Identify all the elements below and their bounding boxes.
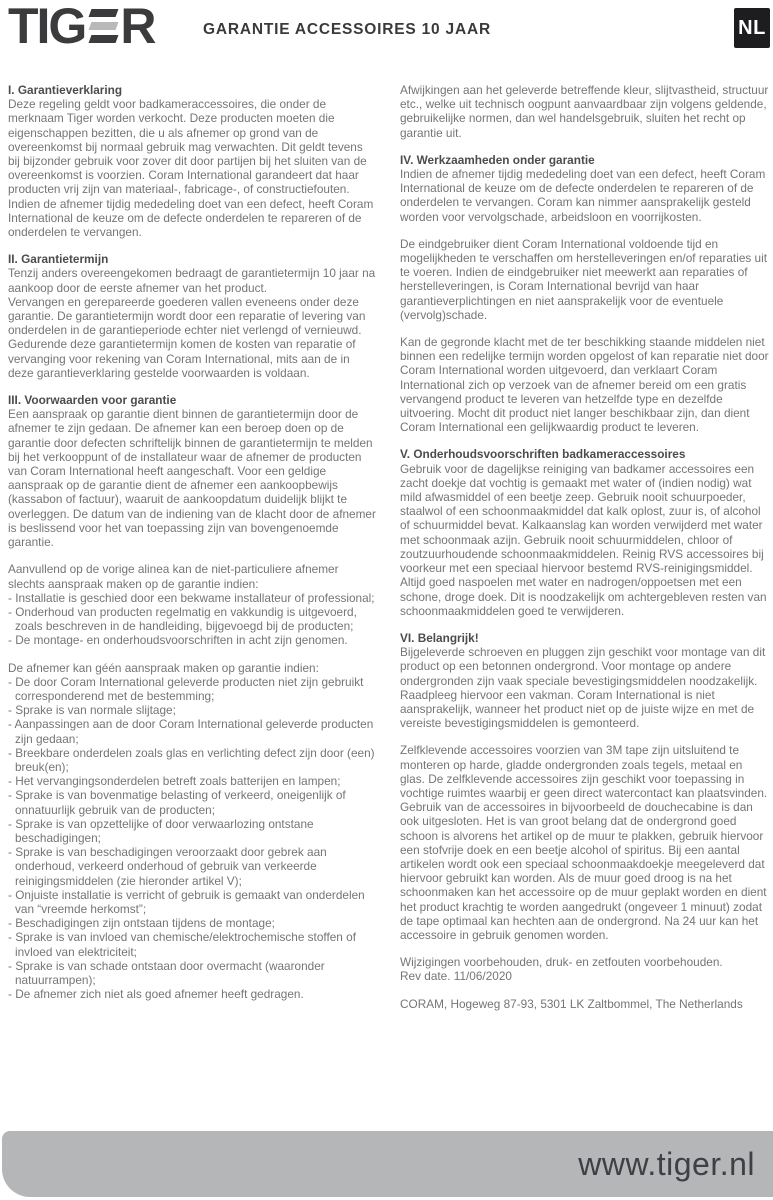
list-item: - Breekbare onderdelen zoals glas en verlichting defect zijn door (een) breuk(en); — [8, 745, 375, 774]
exclusion-intro: De afnemer kan géén aanspraak maken op garantie indien: — [8, 660, 319, 675]
footer-url: www.tiger.nl — [578, 1145, 755, 1182]
list-item: - De afnemer zich niet als goed afnemer heeft gedragen. — [8, 987, 304, 1002]
right-column — [400, 83, 769, 1024]
logo-e-bar-bottom — [89, 35, 119, 43]
exclusion-list — [8, 675, 377, 1002]
section-5-body: Gebruik voor de dagelijkse reiniging van badkamer accessoires een zacht doekje dat vochtig is gemaakt met water of (indien nodig) wat mild afwasmiddel of een beetje zeep. Gebruik nooit schuurpoeder, staalwol of een schoonmaakmiddel dat kalk oplost, zuur is, of alcohol of schuurmiddel bevat. Kalkaanslag kan worden verwijderd met water met schoonmaak azijn. Gebruik nooit schuurmiddelen, chloor of zoutzuurhoudende schoonmaakmiddelen. Reinig RVS accessoires bij voorkeur met een speciaal hiervoor bestemd RVS-reinigingsmiddel. Altijd goed naspoelen met water en nadrogen/oppoetsen met een schone, droge doek. Dit is noodzakelijk om achtergebleven resten van schoonmaakmiddelen goed te verwijderen. — [400, 461, 767, 618]
logo-e-bar-middle — [89, 22, 119, 30]
left-column — [8, 83, 377, 1024]
section-6-paragraph-1: Bijgeleverde schroeven en pluggen zijn geschikt voor montage van dit product op een betonnen ondergrond. Voor montage op andere ondergronden zijn vaak speciale bevestigingsmiddelen noodzakelijk. Raadpleeg hiervoor een vakman. Coram International is niet aansprakelijk, wanneer het product niet op de juiste wijze en met de vereiste bevestigingsmiddelen is gemonteerd. — [400, 645, 766, 731]
page-title: GARANTIE ACCESSOIRES 10 JAAR — [203, 21, 491, 38]
list-item: - Beschadigingen zijn ontstaan tijdens de montage; — [8, 916, 275, 931]
section-heading-2: II. Garantietermijn — [8, 252, 109, 267]
document-body — [8, 83, 769, 1024]
section-4-paragraph-3: Kan de gegronde klacht met de ter beschikking staande middelen niet binnen een redelijke termijn worden opgelost of kan reparatie niet door Coram International worden uitgevoerd, dan verklaart Coram International zich op verzoek van de afnemer bereid om een gratis vervangend product te leveren van hetzelfde type en dezelfde uitvoering. Mocht dit product niet langer beschikbaar zijn, dan dient Coram International een gelijkwaardig product te leveren. — [400, 335, 769, 435]
section-3-body: Een aanspraak op garantie dient binnen de garantietermijn door de afnemer te zijn gedaan. De afnemer kan een beroep doen op de garantie door defecten schriftelijk binnen de garantietermijn te melden bij het verkooppunt of de installateur waar de afnemer de producten van Coram International heeft aangeschaft. Voor een geldige aanspraak op de garantie dient de afnemer een aankoopbewijs (kassabon of factuur), waaruit de aankoopdatum duidelijk blijkt te overleggen. De datum van de indiening van de klacht door de afnemer is beslissend voor het van toepassing zijn van bovengenoemde garantie. — [8, 407, 376, 550]
company-address: CORAM, Hogeweg 87-93, 5301 LK Zaltbommel, The Netherlands — [400, 996, 743, 1011]
section-heading-5: V. Onderhoudsvoorschriften badkameraccessoires — [400, 447, 686, 462]
section-2-line-2: Vervangen en gerepareerde goederen vallen eveneens onder deze garantie. De garantietermijn wordt door een reparatie of levering van onderdelen in de garantieperiode echter niet verlengd of vernieuwd. — [8, 294, 366, 338]
list-item: - Onjuiste installatie is verricht of gebruik is gemaakt van onderdelen van “vreemde herkomst”; — [8, 887, 365, 916]
tiger-logo — [8, 0, 155, 54]
logo-e-bars-icon — [90, 9, 117, 43]
list-item: - De door Coram International geleverde producten niet zijn gebruikt corresponderend met de bestemming; — [8, 674, 364, 703]
supplement-intro: Aanvullend op de vorige alinea kan de niet-particuliere afnemer slechts aanspraak maken op de garantie indien: — [8, 562, 339, 591]
section-1-body: Deze regeling geldt voor badkameraccessoires, die onder de merknaam Tiger worden verkocht. Deze producten moeten die eigenschappen bezitten, die u als afnemer op grond van de overeenkomst bij normaal gebruik mag verwachten. Dit geldt tevens bij bijzonder gebruik voor zover dit door partijen bij het sluiten van de overeenkomst is voorzien. Coram International garandeert dat haar producten vrij zijn van materiaal-, fabricage-, of constructiefouten. Indien de afnemer tijdig mededeling doet van een defect, heeft Coram International de keuze om de defecte onderdelen te repareren of de onderdelen te vervangen. — [8, 97, 374, 240]
list-item: - Sprake is van bovenmatige belasting of verkeerd, oneigenlijk of onnatuurlijk gebruik van de producten; — [8, 788, 346, 817]
list-item: - Installatie is geschied door een bekwame installateur of professional; — [8, 590, 375, 605]
footer-bar — [2, 1131, 773, 1197]
logo-e-bar-top — [89, 9, 119, 17]
list-item: - Het vervangingsonderdelen betreft zoals batterijen en lampen; — [8, 774, 341, 789]
list-item: - Sprake is van invloed van chemische/elektrochemische stoffen of invloed van elektriciteit; — [8, 930, 356, 959]
section-4-paragraph-2: De eindgebruiker dient Coram International voldoende tijd en mogelijkheden te verschaffen om herstelleveringen en/of reparaties uit te voeren. Indien de eindgebruiker niet meewerkt aan reparaties of herstelleveringen, is Coram International bevrijd van haar garantieverplichtingen en niet aansprakelijk voor de eventuele (vervolg)schade. — [400, 236, 768, 322]
disclaimer-line-2: Rev date. 11/06/2020 — [400, 969, 512, 984]
section-heading-4: IV. Werkzaamheden onder garantie — [400, 152, 595, 167]
section-heading-1: I. Garantieverklaring — [8, 83, 123, 97]
section-2-line-1: Tenzij anders overeengekomen bedraagt de garantietermijn 10 jaar na aankoop door de eerste afnemer van het product. — [8, 266, 376, 295]
disclaimer — [400, 955, 769, 983]
list-item: - Sprake is van normale slijtage; — [8, 703, 176, 718]
logo-text-left: TIG — [8, 0, 86, 54]
list-item: - De montage- en onderhoudsvoorschriften in acht zijn genomen. — [8, 633, 348, 648]
section-heading-6: VI. Belangrijk! — [400, 630, 479, 645]
supplement-list — [8, 591, 377, 648]
deviations-paragraph: Afwijkingen aan het geleverde betreffende kleur, slijtvastheid, structuur etc., welke uit technisch oogpunt aanvaardbaar zijn volgens geldende, gebruikelijke normen, dan wel handelsgebruik, sluiten het recht op garantie uit. — [400, 83, 769, 140]
list-item: - Aanpassingen aan de door Coram International geleverde producten zijn gedaan; — [8, 717, 374, 746]
list-item: - Sprake is van opzettelijke of door verwaarlozing ontstane beschadigingen; — [8, 816, 314, 845]
section-heading-3: III. Voorwaarden voor garantie — [8, 393, 177, 408]
logo-text-right: R — [120, 0, 155, 54]
disclaimer-line-1: Wijzigingen voorbehouden, druk- en zetfouten voorbehouden. — [400, 955, 723, 970]
list-item: - Sprake is van schade ontstaan door overmacht (waaronder natuurrampen); — [8, 958, 325, 987]
list-item: - Sprake is van beschadigingen veroorzaakt door gebrek aan onderhoud, verkeerd onderhoud of gebruik van verkeerde reinigingsmiddelen (zie hieronder artikel V); — [8, 845, 327, 888]
section-6-paragraph-2: Zelfklevende accessoires voorzien van 3M tape zijn uitsluitend te monteren op harde, gladde ondergronden zoals tegels, metaal en glas. De zelfklevende accessoires zijn geschikt voor toepassing in vochtige ruimtes waarbij er geen direct watercontact kan plaatsvinden. Gebruik van de accessoires in bijvoorbeeld de douchecabine is dan ook uitgesloten. Het is van groot belang dat de ondergrond goed schoon is alvorens het artikel op de muur te plakken, gebruik hiervoor een stofvrije doek en een beetje alcohol of spiritus. Bij een aantal artikelen wordt ook een speciaal schoonmaakdoekje meegeleverd dat hiervoor gebruikt kan worden. Als de muur goed droog is na het schoonmaken kan het accessoire op de muur geplakt worden en dient het product krachtig te worden aangedrukt (ongeveer 1 minuut) zodat de tape optimaal kan hechten aan de ondergrond. Na 24 uur kan het accessoire in gebruik genomen worden. — [400, 743, 768, 942]
language-badge: NL — [734, 8, 770, 48]
list-item: - Onderhoud van producten regelmatig en vakkundig is uitgevoerd, zoals beschreven in de handleiding, bijgevoegd bij de producten; — [8, 604, 357, 634]
section-4-paragraph-1: Indien de afnemer tijdig mededeling doet van een defect, heeft Coram International de keuze om de defecte onderdelen te repareren of de onderdelen te vervangen. Coram kan nimmer aansprakelijk gesteld worden voor vervolgschade, arbeidsloon en voorrijkosten. — [400, 167, 766, 224]
header — [0, 0, 773, 80]
section-2-line-3: Gedurende deze garantietermijn komen de kosten van reparatie of vervanging voor rekening van Coram International, mits aan de in deze garantieverklaring gestelde voorwaarden is voldaan. — [8, 337, 356, 380]
